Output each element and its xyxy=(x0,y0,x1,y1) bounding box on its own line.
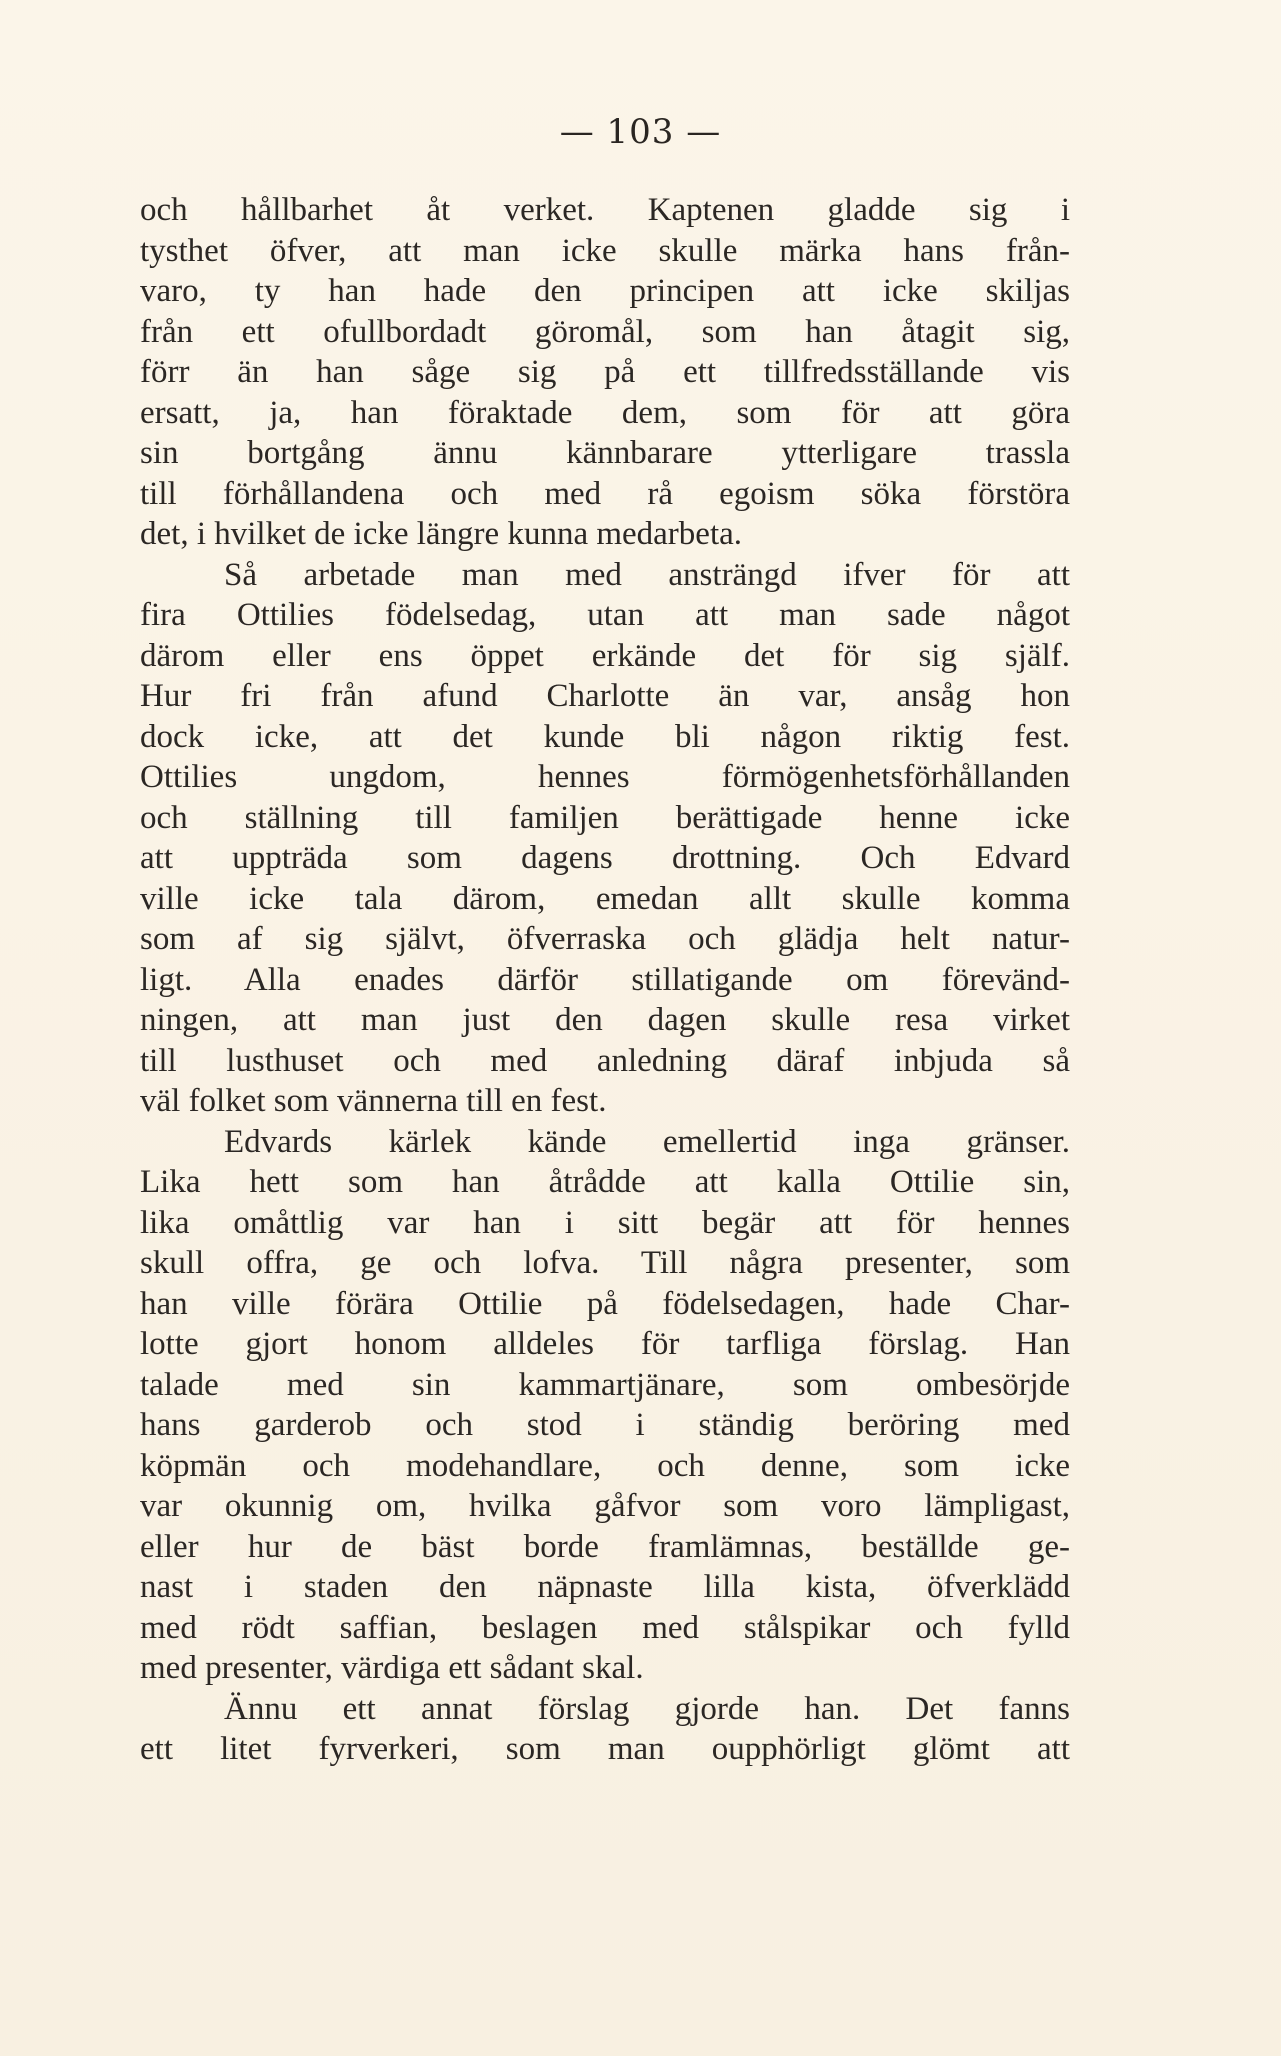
text-line: ville icke tala därom, emedan allt skulle komma xyxy=(140,880,1070,917)
text-line: väl folket som vännerna till en fest. xyxy=(140,1083,607,1119)
text-line: eller hur de bäst borde framlämnas, beställde ge- xyxy=(140,1528,1070,1565)
text-line: det, i hvilket de icke längre kunna medarbeta. xyxy=(140,516,743,552)
text-line: tysthet öfver, att man icke skulle märka hans från- xyxy=(140,232,1070,269)
text-line: dock icke, att det kunde bli någon riktig fest. xyxy=(140,718,1070,755)
text-line: från ett ofullbordadt göromål, som han åtagit sig, xyxy=(140,313,1070,350)
text-line: att uppträda som dagens drottning. Och Edvard xyxy=(140,840,1070,876)
text-line: nast i staden den näpnaste lilla kista, öfverklädd xyxy=(140,1569,1070,1605)
page-number: — 103 — xyxy=(559,112,722,152)
text-line: Lika hett som han åtrådde att kalla Ottilie sin, xyxy=(140,1164,1070,1200)
text-line: varo, ty han hade den principen att icke skiljas xyxy=(140,273,1070,309)
text-line: ett litet fyrverkeri, som man oupphörligt glömt att xyxy=(140,1731,1070,1767)
text-line: och hållbarhet åt verket. Kaptenen gladde sig i xyxy=(140,192,1070,228)
text-line: köpmän och modehandlare, och denne, som icke xyxy=(140,1447,1070,1484)
text-line: han ville förära Ottilie på födelsedagen, hade Char- xyxy=(140,1285,1070,1322)
text-line: fira Ottilies födelsedag, utan att man sade något xyxy=(140,597,1070,633)
text-line: Ännu ett annat förslag gjorde han. Det fanns xyxy=(224,1690,1070,1727)
text-line: Så arbetade man med ansträngd ifver för att xyxy=(224,556,1070,593)
text-line: var okunnig om, hvilka gåfvor som voro lämpligast, xyxy=(140,1488,1070,1524)
text-line: skull offra, ge och lofva. Till några presenter, som xyxy=(140,1245,1070,1281)
text-line: med presenter, värdiga ett sådant skal. xyxy=(140,1650,644,1686)
text-line: talade med sin kammartjänare, som ombesörjde xyxy=(140,1366,1070,1403)
text-line: som af sig självt, öfverraska och glädja helt natur- xyxy=(140,921,1070,957)
text-line: Ottilies ungdom, hennes förmögenhetsförhållanden xyxy=(140,759,1070,795)
text-line: förr än han såge sig på ett tillfredsställande vis xyxy=(140,354,1070,390)
text-line: till förhållandena och med rå egoism söka förstöra xyxy=(140,475,1070,512)
text-line: ligt. Alla enades därför stillatigande om förevänd- xyxy=(140,961,1070,998)
text-line: därom eller ens öppet erkände det för sig själf. xyxy=(140,637,1070,674)
text-line: sin bortgång ännu kännbarare ytterligare trassla xyxy=(140,435,1070,471)
text-line: Hur fri från afund Charlotte än var, ansåg hon xyxy=(140,678,1070,714)
text-line: med rödt saffian, beslagen med stålspikar och fylld xyxy=(140,1609,1070,1646)
text-line: ningen, att man just den dagen skulle resa virket xyxy=(140,1002,1070,1038)
body-text xyxy=(140,190,1070,1770)
text-line: lotte gjort honom alldeles för tarfliga förslag. Han xyxy=(140,1326,1070,1362)
text-line: till lusthuset och med anledning däraf inbjuda så xyxy=(140,1042,1070,1079)
text-line: lika omåttlig var han i sitt begär att för hennes xyxy=(140,1204,1070,1241)
text-line: och ställning till familjen berättigade henne icke xyxy=(140,799,1070,836)
text-line: ersatt, ja, han föraktade dem, som för att göra xyxy=(140,394,1070,431)
text-line: hans garderob och stod i ständig beröring med xyxy=(140,1407,1070,1443)
text-line: Edvards kärlek kände emellertid inga gränser. xyxy=(224,1123,1070,1160)
